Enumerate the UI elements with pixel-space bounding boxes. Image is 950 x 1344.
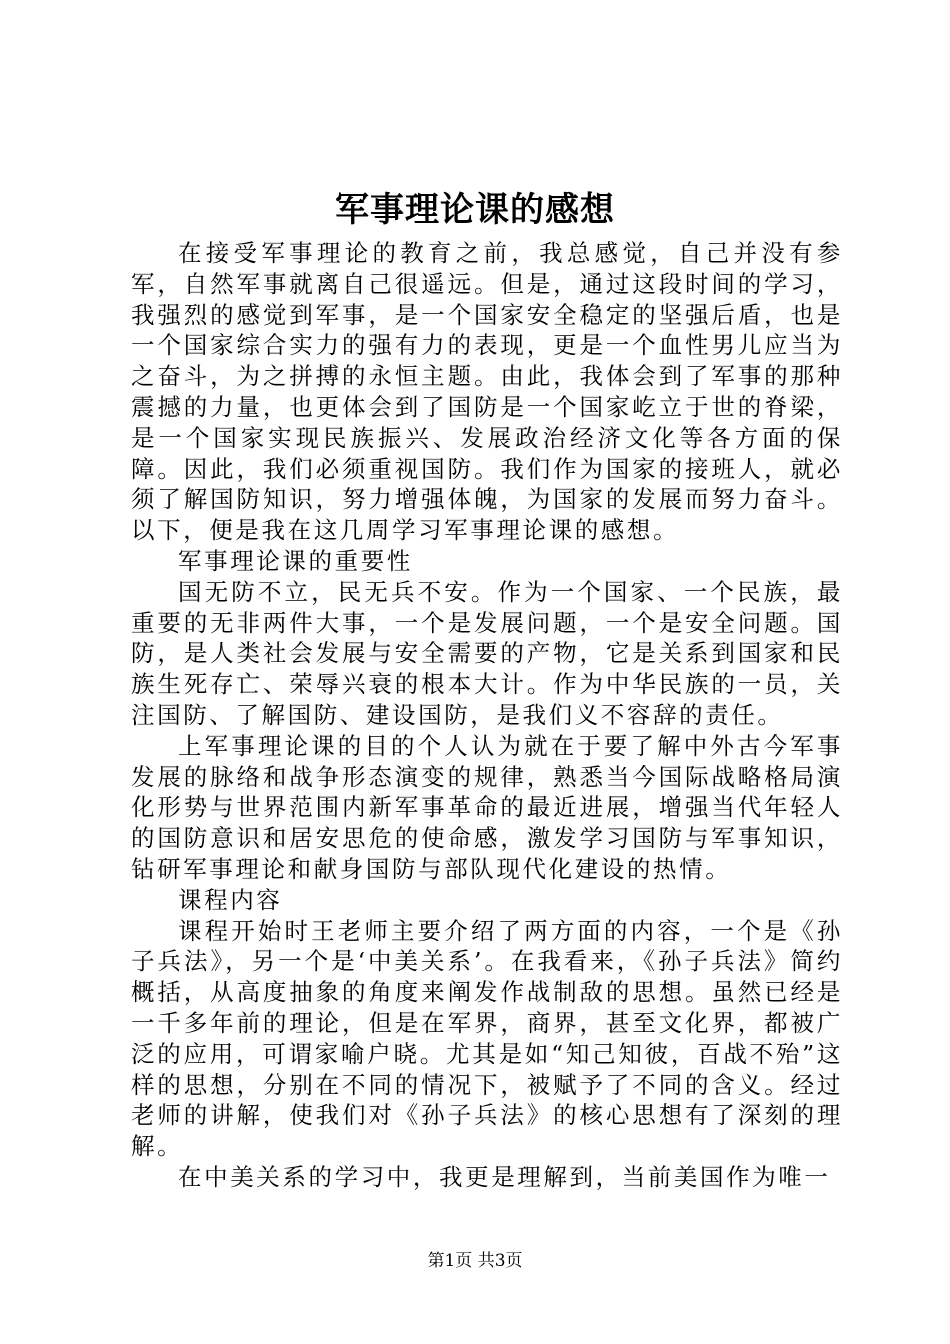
paragraph-national-defense: 国无防不立，民无兵不安。作为一个国家、一个民族，最重要的无非两件大事，一个是发展问题，一个是安全问题。国防，是人类社会发展与安全需要的产物，它是关系到国家和民族生死存亡、荣辱兴衰的根本大计。作为中华民族的一员，关注国防、了解国防、建设国防，是我们义不容辞的责任。	[131, 577, 843, 729]
paragraph-intro: 在接受军事理论的教育之前，我总感觉，自己并没有参军，自然军事就离自己很遥远。但是，通过这段时间的学习，我强烈的感觉到军事，是一个国家安全稳定的坚强后盾，也是一个国家综合实力的强有力的表现，更是一个血性男儿应当为之奋斗，为之拼搏的永恒主题。由此，我体会到了军事的那种震撼的力量，也更体会到了国防是一个国家屹立于世的脊梁，是一个国家实现民族振兴、发展政治经济文化等各方面的保障。因此，我们必须重视国防。我们作为国家的接班人，就必须了解国防知识，努力增强体魄，为国家的发展而努力奋斗。以下，便是我在这几周学习军事理论课的感想。	[131, 239, 843, 545]
paragraph-sunzi: 课程开始时王老师主要介绍了两方面的内容，一个是《孙子兵法》，另一个是‘中美关系’。在我看来，《孙子兵法》简约概括，从高度抽象的角度来阐发作战制敌的思想。虽然已经是一千多年前的理论，但是在军界，商界，甚至文化界，都被广泛的应用，可谓家喻户晓。尤其是如“知己知彼，百战不殆”这样的思想，分别在不同的情况下，被赋予了不同的含义。经过老师的讲解，使我们对《孙子兵法》的核心思想有了深刻的理解。	[131, 916, 843, 1161]
document-body	[131, 238, 843, 1193]
page-footer: 第1页 共3页	[427, 1251, 523, 1271]
paragraph-sino-us: 在中美关系的学习中，我更是理解到，当前美国作为唯一	[178, 1162, 831, 1191]
section-heading-content: 课程内容	[178, 885, 283, 914]
document-title: 军事理论课的感想	[335, 190, 615, 230]
paragraph-course-purpose: 上军事理论课的目的个人认为就在于要了解中外古今军事发展的脉络和战争形态演变的规律，熟悉当今国际战略格局演化形势与世界范围内新军事革命的最近进展，增强当代年轻人的国防意识和居安思危的使命感，激发学习国防与军事知识，钻研军事理论和献身国防与部队现代化建设的热情。	[131, 731, 843, 883]
section-heading-importance: 军事理论课的重要性	[178, 546, 413, 575]
